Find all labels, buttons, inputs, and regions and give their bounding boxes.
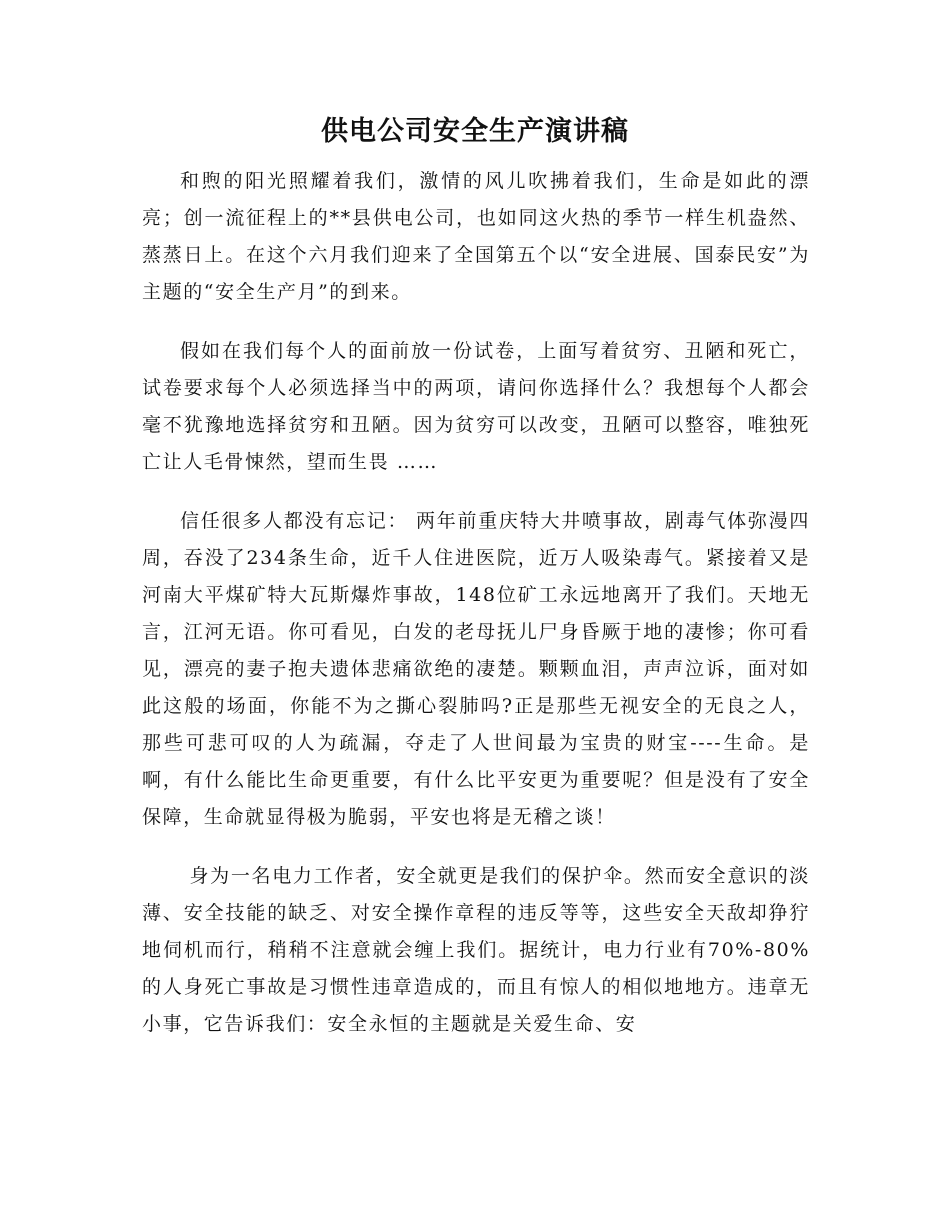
document-title: 供电公司安全生产演讲稿	[321, 116, 629, 147]
paragraph-1: 和煦的阳光照耀着我们，激情的风儿吹拂着我们，生命是如此的漂亮；创一流征程上的**县供电公司，也如同这火热的季节一样生机盎然、蒸蒸日上。在这个六月我们迎来了全国第五个以“安全进展、国泰民安”为主题的“安全生产月”的到来。	[142, 170, 810, 303]
paragraph-2: 假如在我们每个人的面前放一份试卷，上面写着贫穷、丑陋和死亡，试卷要求每个人必须选择当中的两项，请问你选择什么？我想每个人都会毫不犹豫地选择贫穷和丑陋。因为贫穷可以改变，丑陋可以整容，唯独死亡让人毛骨悚然，望而生畏 ……	[142, 340, 810, 473]
document-body	[142, 163, 810, 1065]
paragraph-4: 身为一名电力工作者，安全就更是我们的保护伞。然而安全意识的淡薄、安全技能的缺乏、对安全操作章程的违反等等，这些安全天敌却狰狞地伺机而行，稍稍不注意就会缠上我们。据统计，电力行业有70%-80%的人身死亡事故是习惯性违章造成的，而且有惊人的相似地地方。违章无小事，它告诉我们：安全永恒的主题就是关爱生命、安	[142, 865, 810, 1035]
paragraph-3: 信任很多人都没有忘记： 两年前重庆特大井喷事故，剧毒气体弥漫四周，吞没了234条生命，近千人住进医院，近万人吸染毒气。紧接着又是河南大平煤矿特大瓦斯爆炸事故，148位矿工永远地离开了我们。天地无言，江河无语。你可看见，白发的老母抚儿尸身昏厥于地的凄惨；你可看见，漂亮的妻子抱夫遗体悲痛欲绝的凄楚。颗颗血泪，声声泣诉，面对如此这般的场面，你能不为之撕心裂肺吗?正是那些无视安全的无良之人，那些可悲可叹的人为疏漏，夺走了人世间最为宝贵的财宝----生命。是啊，有什么能比生命更重要，有什么比平安更为重要呢？但是没有了安全保障，生命就显得极为脆弱，平安也将是无稽之谈！	[142, 510, 810, 828]
